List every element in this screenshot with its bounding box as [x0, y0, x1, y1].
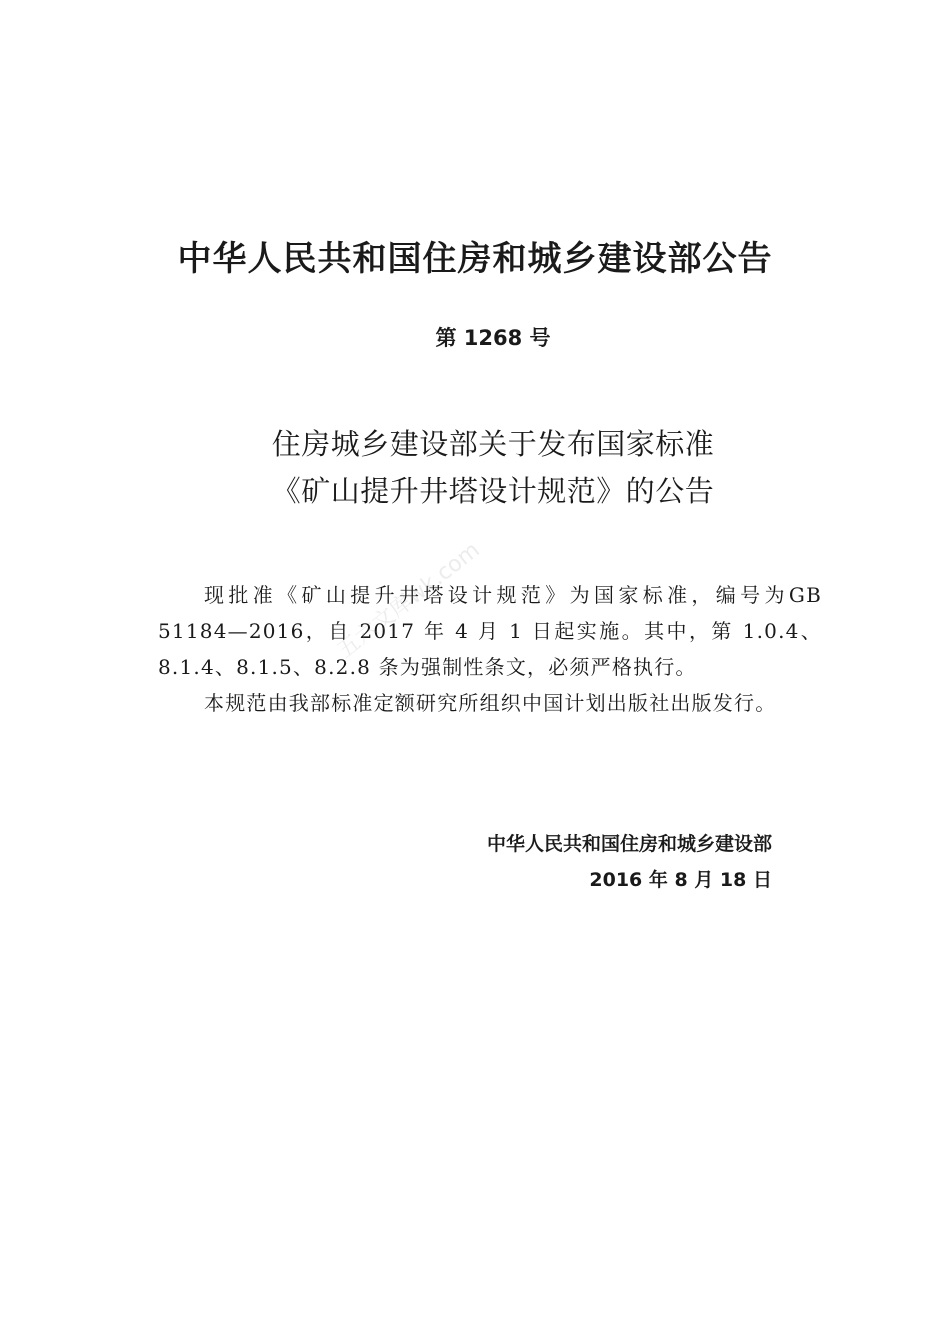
body-paragraph-1: 现批准《矿山提升井塔设计规范》为国家标准，编号为GB 51184—2016，自 2017 年 4 月 1 日起实施。其中，第 1.0.4、8.1.4、8.1.5、8.2.8 条为强制性条文，必须严格执行。: [158, 583, 822, 679]
title-line-1: 住房城乡建设部关于发布国家标准: [271, 427, 715, 461]
announcement-title: [0, 421, 950, 515]
announcement-heading: 中华人民共和国住房和城乡建设部公告: [177, 239, 773, 279]
signature-block: [487, 826, 772, 898]
body-paragraph-2: 本规范由我部标准定额研究所组织中国计划出版社出版发行。: [204, 691, 777, 715]
watermark: 五六文库wk.com: [333, 537, 485, 664]
signature-date: 2016 年 8 月 18 日: [589, 869, 772, 891]
signature-organization: 中华人民共和国住房和城乡建设部: [486, 833, 772, 855]
title-line-2: 《矿山提升井塔设计规范》的公告: [271, 474, 715, 508]
announcement-number: 第 1268 号: [435, 326, 551, 350]
announcement-body: [158, 577, 822, 721]
